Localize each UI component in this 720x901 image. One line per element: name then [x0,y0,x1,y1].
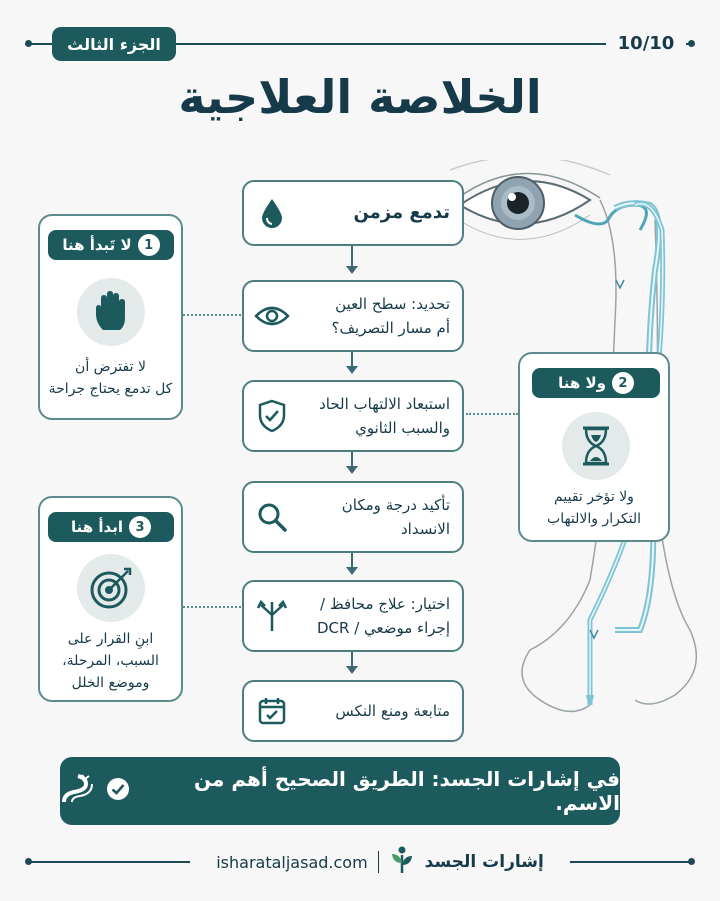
hourglass-icon [562,412,630,480]
card-line: ولا تؤخر تقييم [554,489,634,505]
card-label: ابدأ هنا [71,518,123,536]
step-line: والسبب الثانوي [355,419,450,437]
card-dont-start-here [38,214,183,420]
card-label: ولا هنا [558,374,606,392]
card-start-here [38,496,183,702]
target-icon [77,554,145,622]
shield-check-icon [252,396,292,436]
hand-stop-icon [77,278,145,346]
step-label [292,493,452,541]
fork-arrows-icon [252,596,292,636]
step-line: تحديد: سطح العين [335,295,450,313]
card-body [44,628,177,694]
eye-icon [252,296,292,336]
step-line: استبعاد الالتهاب الحاد [319,395,450,413]
summary-banner [60,757,620,825]
footer-dot-right [688,858,695,865]
card-body [44,356,177,400]
step-choose [242,580,464,652]
step-followup [242,680,464,742]
card-number: 3 [129,516,151,538]
card-body [524,486,664,530]
flow-arrowhead [346,666,358,674]
website-link[interactable]: isharataljasad.com [216,852,368,872]
step-line: اختيار: علاج محافظ / [320,595,450,613]
flow-arrowhead [346,567,358,575]
card-label-pill [532,368,660,398]
drop-icon [252,193,292,233]
magnifier-icon [252,497,292,537]
card-line: التكرار والالتهاب [547,511,641,527]
part-badge: الجزء الثالث [52,27,176,61]
flow-arrowhead [346,266,358,274]
brand-name: إشارات الجسد [424,852,544,872]
step-label [292,592,452,640]
flow-arrowhead [346,466,358,474]
card-label-pill [48,230,174,260]
card-line: السبب، المرحلة، [62,653,159,669]
card-line: وموضع الخلل [71,675,150,691]
page-number: 10/10 [606,31,686,57]
footer-dot-left [25,858,32,865]
check-circle-icon [106,777,130,806]
step-chronic-tearing [242,180,464,246]
step-label [292,292,452,340]
step-confirm [242,481,464,553]
step-label: متابعة ومنع النكس [335,702,450,720]
card-label: لا تَبدأ هنا [62,236,132,254]
step-exclude [242,380,464,452]
step-label: تدمع مزمن [353,202,450,223]
step-line: إجراء موضعي / DCR [316,619,450,637]
step-identify [242,280,464,352]
page-title: الخلاصة العلاجية [178,70,542,124]
card-not-here-either [518,352,670,542]
step-line: أم مسار التصريف؟ [331,319,450,337]
brand-logo-icon [389,845,415,879]
footer [190,840,570,884]
step-label [292,392,452,440]
step-line: الانسداد [401,520,450,538]
flow-arrowhead [346,366,358,374]
connector-card3 [183,606,241,608]
card-line: لا تفترض أن [75,359,146,375]
card-number: 2 [612,372,634,394]
card-line: ابنِ القرار على [67,631,154,647]
flow-arrow [351,246,353,268]
banner-text: في إشارات الجسد: الطريق الصحيح أهم من الاسم. [194,767,620,815]
step-line: تأكيد درجة ومكان [341,496,450,514]
header-dot-left [25,40,32,47]
header-dot-right [688,40,695,47]
card-label-pill [48,512,174,542]
card-line: كل تدمع يحتاج جراحة [48,381,173,397]
connector-card2 [466,413,518,415]
calendar-check-icon [252,691,292,731]
winding-road-icon [60,774,94,809]
footer-separator [378,851,379,873]
connector-card1 [183,314,241,316]
card-number: 1 [138,234,160,256]
